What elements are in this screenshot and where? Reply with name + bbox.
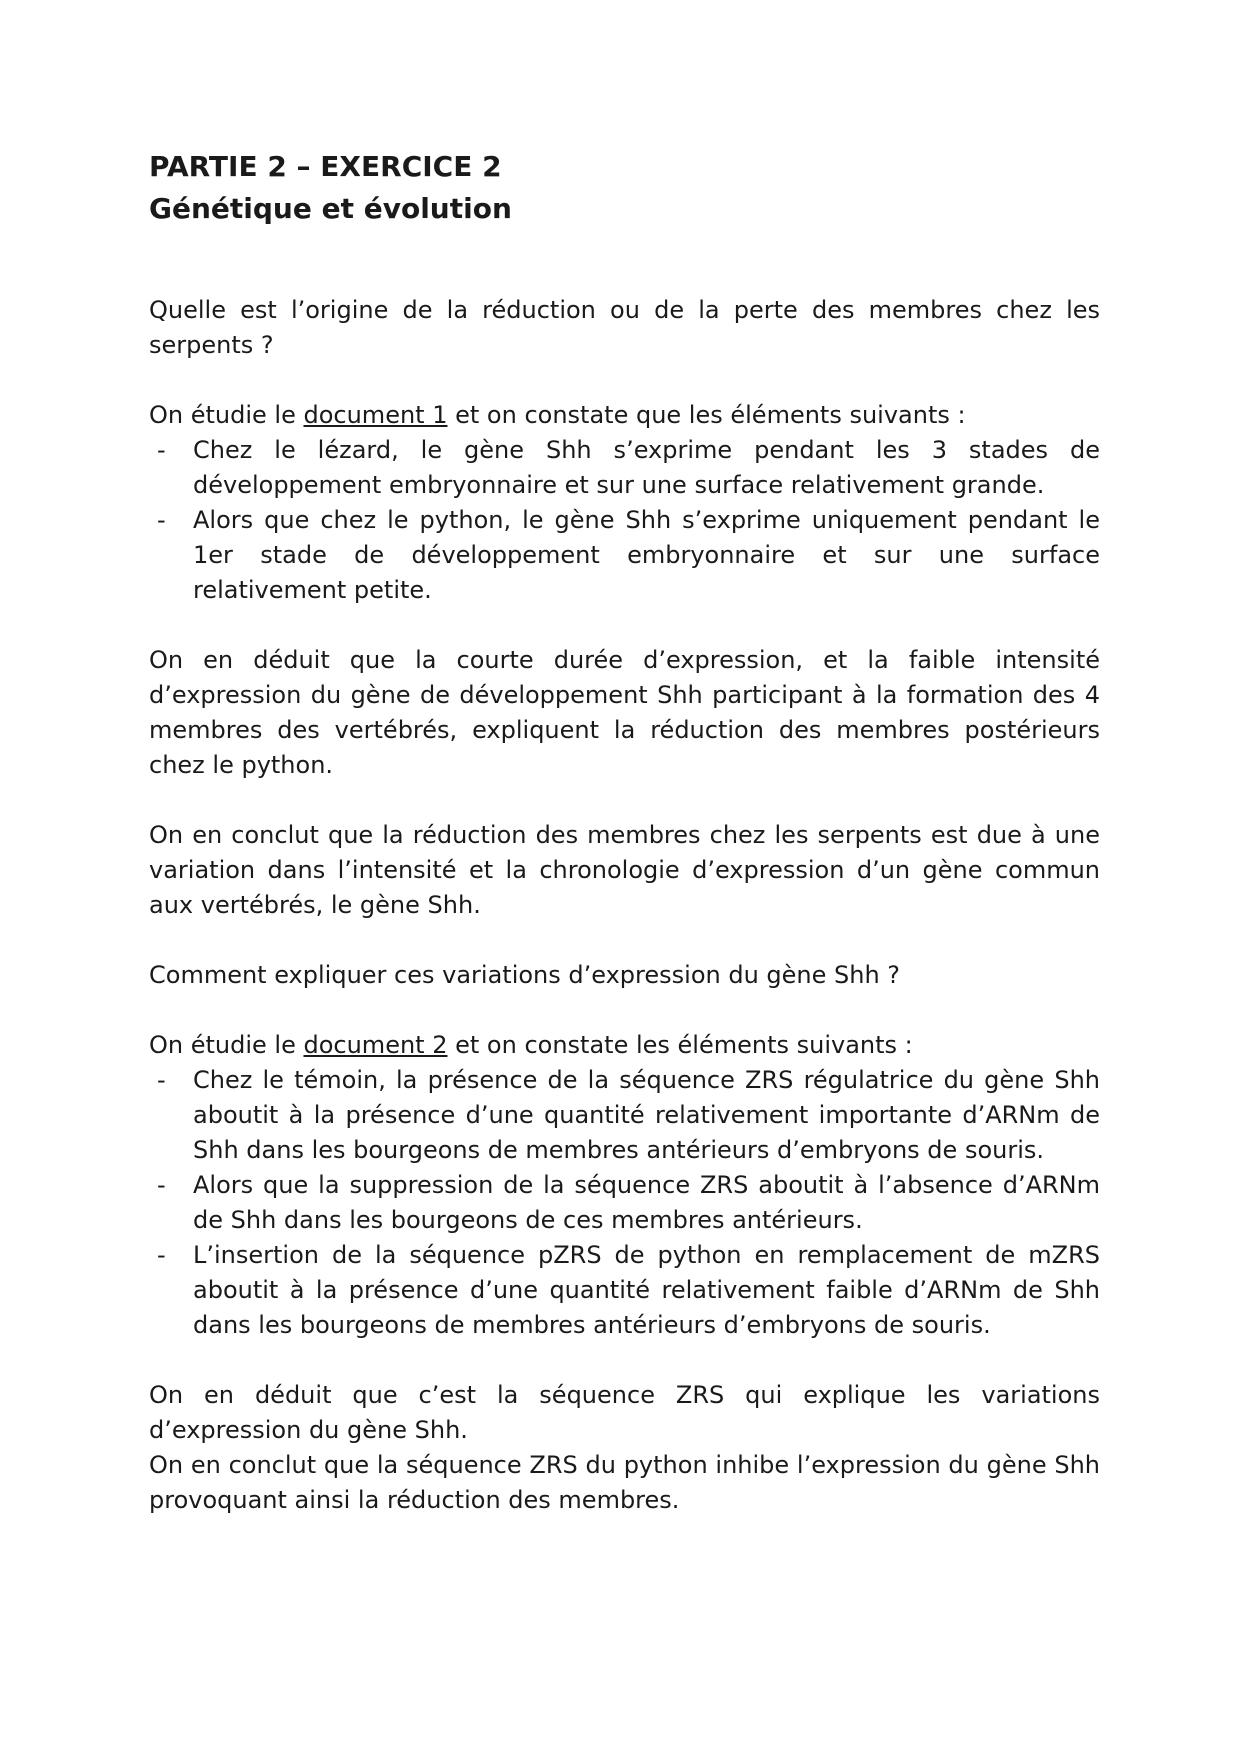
conclusion-paragraph: On en conclut que la séquence ZRS du python inhibe l’expression du gène Shh provoquant ainsi la réduction des membres. (149, 1451, 1100, 1514)
question-paragraph: Quelle est l’origine de la réduction ou de la perte des membres chez les serpents ? (149, 296, 1100, 359)
doc1-observation-list (149, 433, 1100, 608)
spacer (149, 363, 1100, 398)
spacer (149, 923, 1100, 958)
spacer (149, 230, 1100, 293)
document-2-reference: document 2 (303, 1031, 448, 1059)
spacer (149, 608, 1100, 643)
list-item: - Chez le lézard, le gène Shh s’exprime pendant les 3 stades de développement embryonnaire et sur une surface relativement grande. (149, 433, 1100, 503)
list-item: - Alors que chez le python, le gène Shh s’exprime uniquement pendant le 1er stade de développement embryonnaire et sur une surface relativement petite. (149, 503, 1100, 608)
document-1-reference: document 1 (303, 401, 448, 429)
exercise-title: PARTIE 2 – EXERCICE 2 (149, 150, 502, 183)
doc1-intro-suffix: et on constate que les éléments suivants : (447, 401, 966, 429)
deduction-paragraph: On en déduit que la courte durée d’expression, et la faible intensité d’expression du gène de développement Shh participant à la formation des 4 membres des vertébrés, expliquent la réduction des membres postérieurs chez le python. (149, 646, 1100, 779)
deduction-paragraph: On en déduit que c’est la séquence ZRS qui explique les variations d’expression du gène Shh. (149, 1381, 1100, 1444)
doc2-intro (149, 1028, 1100, 1063)
doc1-intro (149, 398, 1100, 433)
spacer (149, 783, 1100, 818)
spacer (149, 1343, 1100, 1378)
question-paragraph: Comment expliquer ces variations d’expression du gène Shh ? (149, 961, 901, 989)
doc1-intro-prefix: On étudie le (149, 401, 304, 429)
list-item: - L’insertion de la séquence pZRS de python en remplacement de mZRS aboutit à la présence d’une quantité relativement faible d’ARNm de Shh dans les bourgeons de membres antérieurs d’embryons de souris. (149, 1238, 1100, 1343)
doc2-intro-suffix: et on constate les éléments suivants : (447, 1031, 913, 1059)
exercise-subtitle: Génétique et évolution (149, 192, 512, 225)
document-page (149, 146, 1100, 1518)
list-item: - Chez le témoin, la présence de la séquence ZRS régulatrice du gène Shh aboutit à la présence d’une quantité relativement importante d’ARNm de Shh dans les bourgeons de membres antérieurs d’embryons de souris. (149, 1063, 1100, 1168)
list-item: - Alors que la suppression de la séquence ZRS aboutit à l’absence d’ARNm de Shh dans les bourgeons de ces membres antérieurs. (149, 1168, 1100, 1238)
doc2-intro-prefix: On étudie le (149, 1031, 304, 1059)
conclusion-paragraph: On en conclut que la réduction des membres chez les serpents est due à une variation dans l’intensité et la chronologie d’expression d’un gène commun aux vertébrés, le gène Shh. (149, 821, 1100, 919)
doc2-observation-list (149, 1063, 1100, 1343)
spacer (149, 993, 1100, 1028)
